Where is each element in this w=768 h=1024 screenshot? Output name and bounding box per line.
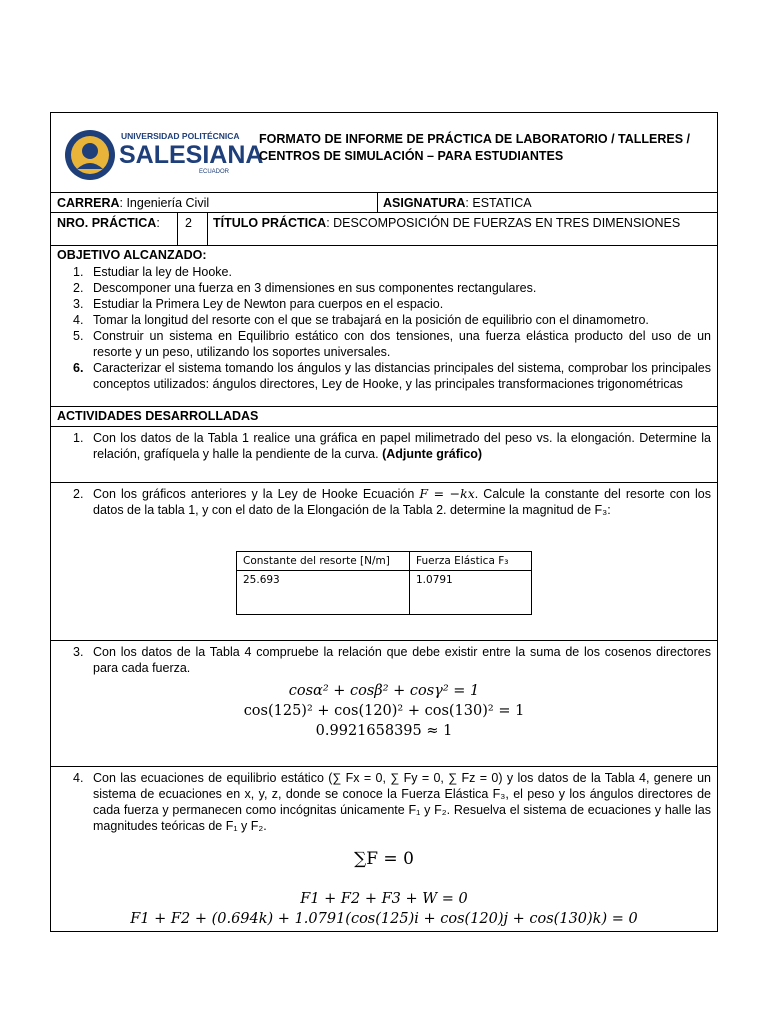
activity-4-number: 4. xyxy=(73,771,84,785)
carrera-cell xyxy=(51,193,377,212)
activity-3-text: Con los datos de la Tabla 4 compruebe la relación que debe existir entre la suma de los cosenos directores para cada fuerza. xyxy=(93,645,711,675)
cosines-equation-3: 0.9921658395 ≈ 1 xyxy=(315,723,453,739)
objetivo-item: 5. Construir un sistema en Equilibrio estático con dos tensiones, una fuerza elástica producto del uso de un resorte y un peso, utilizando los soportes universales. xyxy=(73,329,711,359)
activity-2-text-a: Con los gráficos anteriores y la Ley de Hooke Ecuación xyxy=(93,487,415,501)
activity-4-text: Con las ecuaciones de equilibrio estático (∑ Fx = 0, ∑ Fy = 0, ∑ Fz = 0) y los datos de la Tabla 4, genere un sistema de ecuaciones en x, y, z, donde se conoce la Fuerza Elástica F₃, el peso y los ángulos directores de cada fuerza y permanecen como incógnitas únicamente F₁ y F₂. Resuelva el sistema de ecuaciones y halle las magnitudes teóricas de F₁ y F₂. xyxy=(93,771,711,833)
nro-cell xyxy=(51,213,177,245)
logo-text-sub: ECUADOR xyxy=(199,169,230,175)
titulo-cell xyxy=(207,213,686,245)
activity-4 xyxy=(51,767,717,933)
objetivo-item: 4. Tomar la longitud del resorte con el que se trabajará en la posición de equilibrio con el dinamometro. xyxy=(73,313,649,327)
spring-table-v2: 1.0791 xyxy=(410,571,532,615)
nro-colon: : xyxy=(156,216,160,230)
force-equation-2: F1 + F2 + (0.694k) + 1.0791(cos(125)i + cos(120)j + cos(130)k) = 0 xyxy=(130,911,638,927)
report-form xyxy=(50,112,718,932)
carrera-value: : Ingeniería Civil xyxy=(119,196,210,210)
cosines-equation-2: cos(125)² + cos(120)² + cos(130)² = 1 xyxy=(243,703,525,719)
titulo-label: TÍTULO PRÁCTICA xyxy=(213,216,327,230)
spring-table-v1: 25.693 xyxy=(237,571,410,615)
spring-table-h1: Constante del resorte [N/m] xyxy=(237,552,410,571)
activity-2 xyxy=(51,483,717,641)
activity-3-number: 3. xyxy=(73,645,84,659)
logo-text-top: UNIVERSIDAD POLITÉCNICA xyxy=(121,131,240,141)
nro-value: 2 xyxy=(185,216,192,230)
objetivo-item: 1. Estudiar la ley de Hooke. xyxy=(73,265,232,279)
force-equation-1: F1 + F2 + F3 + W = 0 xyxy=(300,891,468,907)
activity-1-number: 1. xyxy=(73,431,84,445)
header-row xyxy=(51,113,717,193)
spring-table-h2: Fuerza Elástica F₃ xyxy=(410,552,532,571)
spring-table xyxy=(236,551,532,615)
info-row-1 xyxy=(51,193,717,213)
actividades-heading: ACTIVIDADES DESARROLLADAS xyxy=(57,409,259,423)
objetivo-item: 6. Caracterizar el sistema tomando los ángulos y las distancias principales del sistema, comprobar los principales conceptos utilizados: ángulos directores, Ley de Hooke, y las principales transformaciones trigonométricas xyxy=(73,361,711,391)
cosines-equation-1: cosα² + cosβ² + cosγ² = 1 xyxy=(288,683,480,699)
activity-1-text: Con los datos de la Tabla 1 realice una gráfica en papel milimetrado del peso vs. la elongación. Determine la relación, grafíquela y halle la pendiente de la curva. xyxy=(93,431,711,461)
hooke-formula: F = −kx xyxy=(419,486,475,501)
sum-equation: ∑F = 0 xyxy=(354,849,414,869)
titulo-value: : DESCOMPOSICIÓN DE FUERZAS EN TRES DIMENSIONES xyxy=(326,216,681,230)
objetivo-section xyxy=(51,246,717,407)
carrera-label: CARRERA xyxy=(57,196,120,210)
activity-2-number: 2. xyxy=(73,487,84,501)
form-title: FORMATO DE INFORME DE PRÁCTICA DE LABORATORIO / TALLERES / CENTROS DE SIMULACIÓN – PARA ESTUDIANTES xyxy=(259,132,691,163)
activity-3 xyxy=(51,641,717,767)
activity-2-text-b: . Calcule la constante del resorte con los datos de la tabla 1, y con el dato de la Elongación de la Tabla 2. determine la magnitud de F₃: xyxy=(93,487,711,517)
asignatura-value: : ESTATICA xyxy=(465,196,532,210)
asignatura-label: ASIGNATURA xyxy=(383,196,466,210)
logo-text-main: SALESIANA xyxy=(119,141,264,169)
university-logo xyxy=(63,127,264,183)
info-row-2 xyxy=(51,213,717,246)
asignatura-cell xyxy=(377,193,538,212)
actividades-heading-row xyxy=(51,407,717,427)
activity-1 xyxy=(51,427,717,483)
objetivo-list xyxy=(51,264,711,392)
objetivo-item: 3. Estudiar la Primera Ley de Newton para cuerpos en el espacio. xyxy=(73,297,444,311)
activity-1-bold: (Adjunte gráfico) xyxy=(382,447,483,461)
objetivo-item: 2. Descomponer una fuerza en 3 dimensiones en sus componentes rectangulares. xyxy=(73,281,537,295)
objetivo-heading: OBJETIVO ALCANZADO: xyxy=(57,248,207,262)
nro-label: NRO. PRÁCTICA xyxy=(57,216,157,230)
